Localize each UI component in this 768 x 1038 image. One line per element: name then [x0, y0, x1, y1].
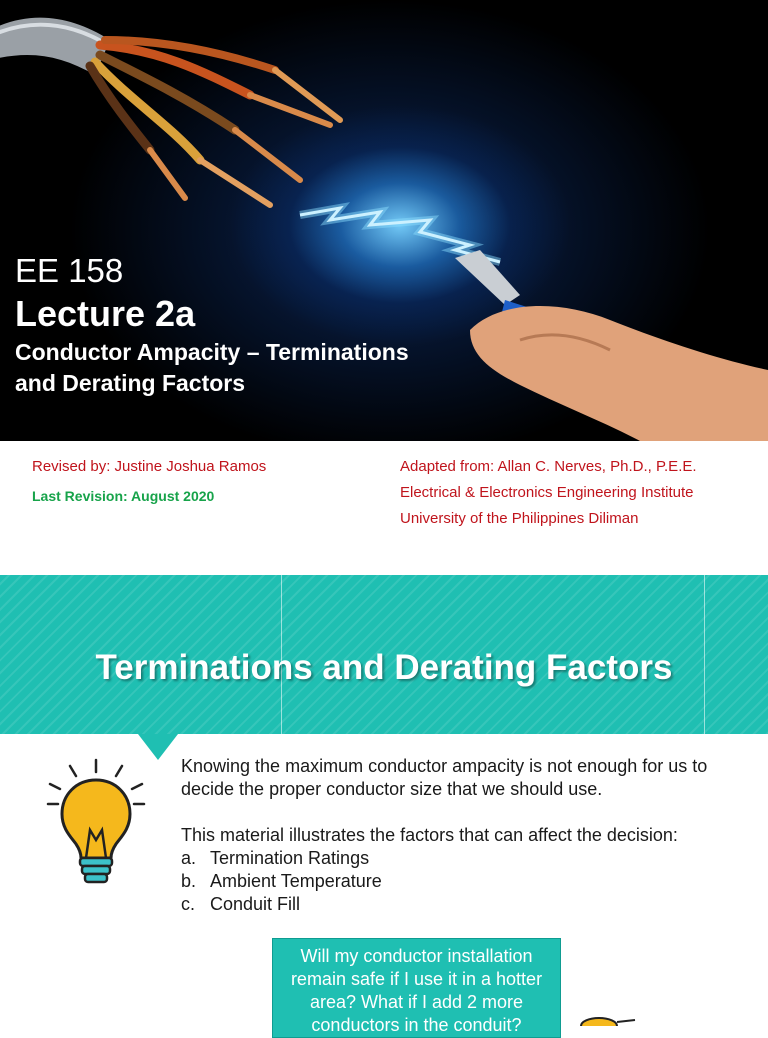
- intro-paragraph: Knowing the maximum conductor ampacity is not enough for us to decide the proper conductor size that we should use.: [181, 756, 708, 799]
- lead-paragraph: This material illustrates the factors that can affect the decision:: [181, 825, 678, 845]
- adapted-from-text: Adapted from: Allan C. Nerves, Ph.D., P.E.E.: [400, 458, 697, 475]
- factor-list: [181, 847, 756, 916]
- lightbulb-icon: [44, 758, 148, 890]
- list-item: a. Termination Ratings: [181, 848, 370, 868]
- section-title: Terminations and Derating Factors: [95, 648, 673, 687]
- list-item: b. Ambient Temperature: [181, 871, 382, 891]
- hero-banner: [0, 0, 768, 441]
- course-code: EE 158: [15, 252, 124, 289]
- lecture-title: Lecture 2a: [15, 293, 196, 334]
- banner-pointer: [138, 734, 178, 760]
- list-item: c. Conduit Fill: [181, 894, 301, 914]
- last-revision-text: Last Revision: August 2020: [32, 488, 215, 504]
- university-text: University of the Philippines Diliman: [400, 510, 639, 527]
- question-callout: Will my conductor installation remain safe if I use it in a hotter area? What if I add 2 more conductors in the conduit?: [272, 938, 561, 1038]
- lecture-subtitle: [15, 337, 475, 399]
- credits-section: [0, 441, 768, 575]
- character-icon: [577, 1014, 637, 1026]
- revised-by-text: Revised by: Justine Joshua Ramos: [32, 458, 267, 475]
- content-text: [181, 755, 756, 916]
- section-banner: [0, 575, 768, 734]
- institute-text: Electrical & Electronics Engineering Institute: [400, 484, 694, 501]
- subtitle-line-2: and Derating Factors: [15, 370, 246, 396]
- subtitle-line-1: Conductor Ampacity – Terminations: [15, 339, 409, 365]
